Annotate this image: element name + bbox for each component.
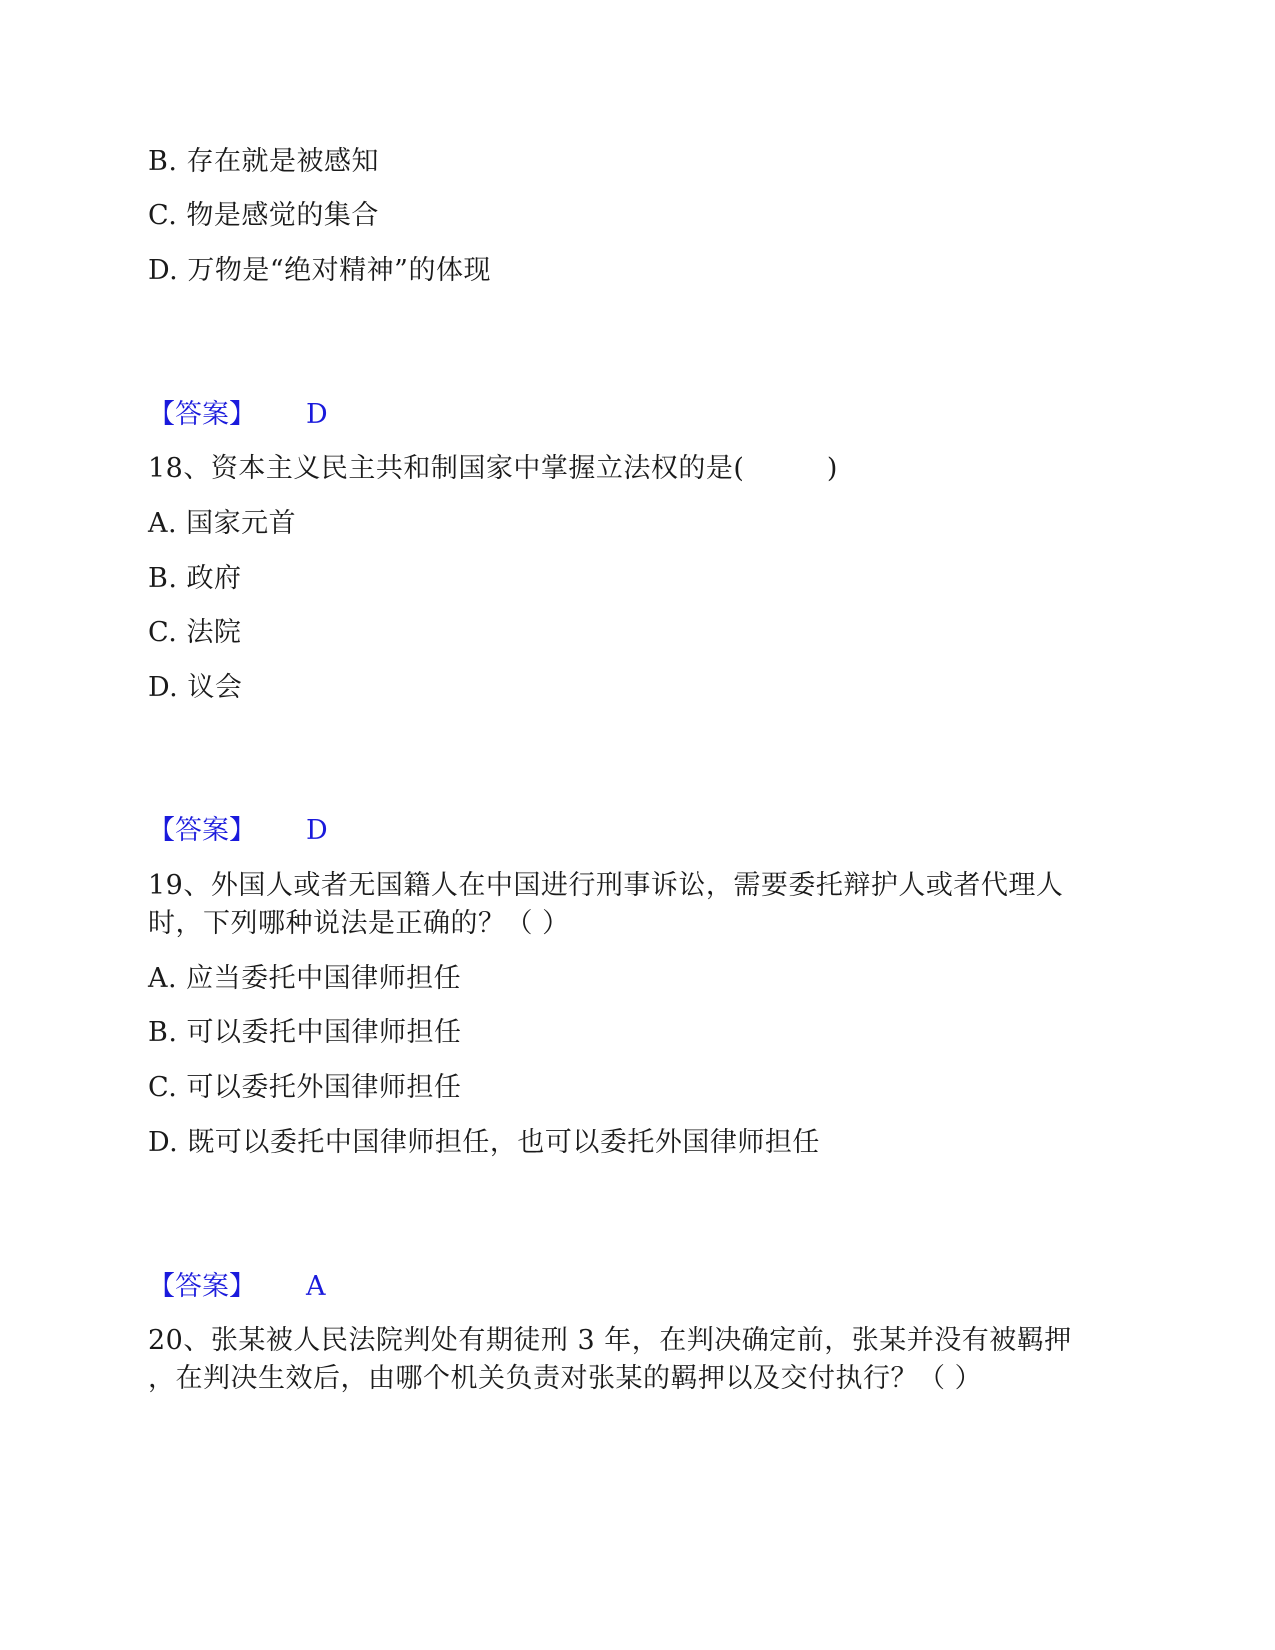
q17-option-d: D. 万物是“绝对精神”的体现 — [148, 255, 491, 286]
q18-option-d: D. 议会 — [148, 672, 243, 703]
answer-value: D — [306, 399, 328, 430]
answer-value: D — [306, 815, 328, 846]
q19-option-c: C. 可以委托外国律师担任 — [148, 1072, 462, 1103]
answer-label: 【答案】 — [148, 1271, 256, 1302]
answer-label: 【答案】 — [148, 815, 256, 846]
answer-label: 【答案】 — [148, 399, 256, 430]
q17-option-b: B. 存在就是被感知 — [148, 146, 380, 177]
q19-answer — [148, 1270, 326, 1304]
q19-option-b: B. 可以委托中国律师担任 — [148, 1017, 462, 1048]
q20-stem-line2: ，在判决生效后，由哪个机关负责对张某的羁押以及交付执行？（ ） — [148, 1363, 983, 1394]
answer-value: A — [306, 1271, 326, 1302]
q18-option-a: A. 国家元首 — [148, 508, 297, 539]
q17-answer — [148, 398, 328, 432]
q19-stem-line2: 时，下列哪种说法是正确的？（ ） — [148, 908, 570, 939]
q19-option-d: D. 既可以委托中国律师担任，也可以委托外国律师担任 — [148, 1127, 820, 1158]
q18-stem: 18、资本主义民主共和制国家中掌握立法权的是( ) — [148, 453, 838, 484]
q18-answer — [148, 814, 328, 848]
q18-option-c: C. 法院 — [148, 617, 242, 648]
q19-stem-line1: 19、外国人或者无国籍人在中国进行刑事诉讼，需要委托辩护人或者代理人 — [148, 870, 1064, 901]
q18-option-b: B. 政府 — [148, 563, 242, 594]
q20-stem-line1: 20、张某被人民法院判处有期徒刑 3 年，在判决确定前，张某并没有被羁押 — [148, 1325, 1072, 1356]
q19-option-a: A. 应当委托中国律师担任 — [148, 963, 462, 994]
q17-option-c: C. 物是感觉的集合 — [148, 200, 379, 231]
